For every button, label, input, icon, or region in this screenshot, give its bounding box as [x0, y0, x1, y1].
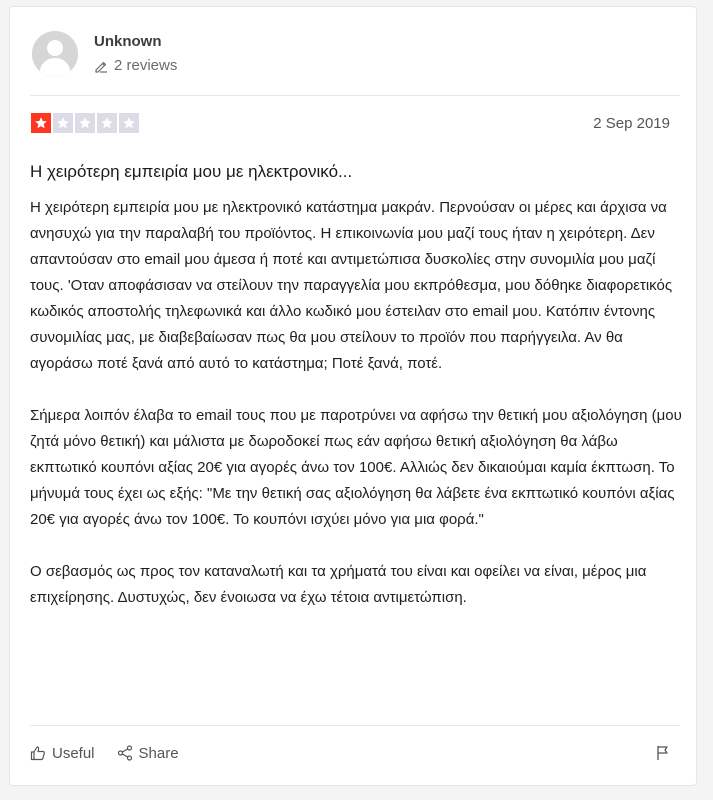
review-paragraph-1: Η χειρότερη εμπειρία μου με ηλεκτρονικό κατάστημα μακράν. Περνούσαν οι μέρες και άρχισα να ανησυχώ για την παραλαβή του προϊόντος. Η επικοινωνία μου μαζί τους ήταν η χειρότερη. Δεν απαντούσαν στο email μου άμεσα ή ποτέ και αντιμετώπισα δυσκολίες στην συνομιλία μου μαζί τους. 'Οταν αποφάσισαν να στείλουν την παραγγελία μου εκπρόθεσμα, μου δόθηκε διαφορετικός κωδικός αποστολής τηλεφωνικά και άλλο κωδικό μου έστειλαν στο email μου. Κατόπιν έντονης συνομιλίας μας, με διαβεβαίωσαν πως θα μου στείλουν το προϊόν που παρήγγειλα. Αν θα αγοράσω ποτέ ξανά από αυτό το κατάστημα; Ποτέ ξανά, ποτέ.: [30, 199, 673, 372]
avatar[interactable]: [32, 31, 78, 77]
star-icon: [100, 116, 114, 130]
review-actions: [30, 735, 680, 771]
star-rating: [31, 113, 139, 133]
header-divider: [30, 95, 680, 96]
report-button[interactable]: [656, 745, 670, 766]
star-icon: [78, 116, 92, 130]
reviewer-name[interactable]: Unknown: [94, 33, 162, 50]
star-2-empty: [53, 113, 73, 133]
share-button[interactable]: [117, 745, 179, 762]
share-label: Share: [138, 744, 179, 762]
review-body: [30, 195, 685, 637]
star-1-filled: [31, 113, 51, 133]
useful-label: Useful: [52, 744, 95, 762]
review-date: 2 Sep 2019: [593, 115, 670, 132]
reviews-count-label: 2 reviews: [114, 57, 178, 74]
flag-icon: [656, 745, 670, 761]
reviews-count: [94, 57, 177, 74]
thumbs-up-icon: [30, 745, 46, 761]
star-icon: [122, 116, 136, 130]
review-paragraph-2: Σήμερα λοιπόν έλαβα το email τους που με παροτρύνει να αφήσω την θετική μου αξιολόγηση (μου ζητά μόνο θετική) και μάλιστα με δωροδοκεί πως εάν αφήσω θετική αξιολόγηση θα λάβω εκπτωτικό κουπόνι αξίας 20€ για αγορές άνω τον 100€. Αλλιώς δεν δικαιούμαι καμία έκπτωση. Το μήνυμά τους έχει ως εξής: "Με την θετική σας αξιολόγηση θα λάβετε ένα εκπτωτικό κουπόνι αξίας 20€ για αγορές άνω τον 100€. Το κουπόνι ισχύει μόνο για μια φορά.": [30, 407, 682, 528]
reviewer-header: [30, 27, 680, 97]
useful-button[interactable]: [30, 745, 95, 762]
star-icon: [34, 116, 48, 130]
review-title[interactable]: Η χειρότερη εμπειρία μου με ηλεκτρονικό...: [30, 162, 353, 181]
user-silhouette-icon: [32, 31, 78, 77]
star-icon: [56, 116, 70, 130]
footer-divider: [30, 725, 680, 726]
review-card: [9, 6, 697, 786]
share-icon: [117, 745, 133, 761]
star-4-empty: [97, 113, 117, 133]
star-3-empty: [75, 113, 95, 133]
star-5-empty: [119, 113, 139, 133]
review-paragraph-3: Ο σεβασμός ως προς τον καταναλωτή και τα χρήματά του είναι και οφείλει να είναι, μέρος μια επιχείρησης. Δυστυχώς, δεν ένοιωσα να έχω τέτοια αντιμετώπιση.: [30, 563, 647, 606]
pencil-icon: [94, 59, 108, 73]
